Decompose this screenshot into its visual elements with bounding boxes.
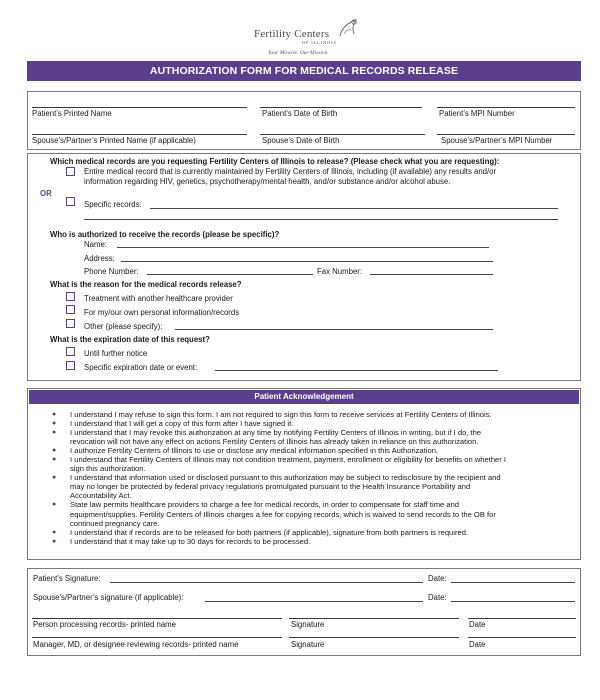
processor-name-label: Person processing records- printed name [33, 620, 177, 629]
bullet-icon: ● [52, 456, 57, 464]
bullet-icon: ● [52, 528, 57, 536]
date-label-1: Date: [428, 574, 447, 583]
reason-other-field[interactable] [175, 329, 493, 330]
logo [0, 8, 600, 58]
ack-item: ● I understand that information used or disclosed pursuant to this authorization may be subject to redisclosure by the recipient and [52, 473, 501, 483]
bullet-icon: ● [52, 447, 57, 455]
spouse-signature-date-field[interactable] [451, 601, 575, 602]
expiration-specific-checkbox[interactable] [66, 361, 75, 370]
logo-tagline: Your Miracle. Our Mission. [268, 50, 329, 56]
patient-dob-line[interactable] [260, 107, 422, 108]
date-label-2: Date: [428, 593, 447, 602]
specific-records-checkbox[interactable] [66, 197, 75, 206]
recipient-phone-label: Phone Number: [84, 267, 139, 276]
ack-item: ● I understand that I will get a copy of this form after I have signed it. [52, 419, 294, 429]
specific-records-line[interactable] [150, 208, 558, 209]
bullet-icon: ● [52, 429, 57, 437]
reason-other-checkbox[interactable] [66, 319, 75, 328]
ack-item: sign this authorization. [70, 464, 146, 474]
patient-signature-field[interactable] [110, 582, 423, 583]
recipient-name-label: Name: [84, 240, 107, 249]
recipient-fax-field[interactable] [370, 274, 493, 275]
stork-logo-icon [334, 16, 360, 42]
reason-question: What is the reason for the medical records release? [50, 280, 242, 289]
reason-other-label: Other (please specify): [84, 322, 163, 331]
bullet-icon: ● [52, 420, 57, 428]
spouse-mpi-label: Spouse’s/Partner’s MPI Number [441, 136, 553, 145]
acknowledgement-list [52, 410, 574, 546]
recipient-address-label: Address: [84, 254, 115, 263]
ack-item: may no longer be protected by federal privacy regulations promulgated pursuant to the Health Insurance Portability and [70, 482, 471, 492]
recipient-question: Who is authorized to receive the records (please be specific)? [50, 230, 280, 239]
bullet-icon: ● [52, 537, 57, 545]
spouse-mpi-line[interactable] [437, 134, 575, 135]
entire-record-text-1: Entire medical record that is currently maintained by Fertility Centers of Illinois, including (if available) any results and/or [84, 167, 497, 176]
processor-signature-label: Signature [291, 620, 325, 629]
bullet-icon: ● [52, 411, 57, 418]
reason-treatment-checkbox[interactable] [66, 292, 75, 301]
expiration-specific-label: Specific expiration date or event: [84, 363, 198, 372]
logo-subtitle: OF ILLINOIS [302, 40, 337, 45]
processor-signature-line[interactable] [289, 618, 459, 619]
expiration-specific-field[interactable] [215, 370, 498, 371]
records-question: Which medical records are you requesting Fertility Centers of Illinois to release? (Please check what you are requesting): [50, 157, 500, 166]
ack-item: ● I authorize Fertility Centers of Illinois to use or disclose any medical information specified in this Authorization. [52, 446, 439, 456]
ack-item: ● State law permits healthcare providers to charge a fee for medical records, in order to compensate for staff time and [52, 500, 460, 510]
spouse-name-label: Spouse’s/Partner’s Printed Name (if applicable) [32, 136, 196, 145]
patient-signature-label: Patient’s Signature: [33, 574, 101, 583]
bullet-icon: ● [52, 474, 57, 482]
spouse-dob-label: Spouse’s Date of Birth [262, 136, 340, 145]
patient-name-label: Patient’s Printed Name [32, 109, 112, 118]
ack-item: ● I understand that if records are to be released for both partners (if applicable), signature from both partners is required. [52, 527, 469, 537]
reason-personal-label: For my/our own personal information/records [84, 308, 240, 317]
reason-personal-checkbox[interactable] [66, 305, 75, 314]
spouse-name-line[interactable] [32, 134, 247, 135]
manager-date-label: Date [469, 640, 486, 649]
expiration-until-notice-label: Until further notice [84, 349, 148, 358]
ack-item: revocation will not have any effect on actions Fertility Centers of Illinois has already taken in reliance on this authorization. [70, 437, 479, 447]
entire-record-text-2: information regarding HIV, genetics, psychotherapy/mental health, and/or substance and/or alcohol abuse. [84, 177, 451, 186]
processor-date-line[interactable] [468, 618, 576, 619]
expiration-question: What is the expiration date of this request? [50, 335, 210, 344]
expiration-until-notice-checkbox[interactable] [66, 347, 75, 356]
ack-item: Accountability Act. [70, 491, 132, 501]
patient-name-line[interactable] [32, 107, 247, 108]
ack-item: ● I understand I may refuse to sign this form. I am not required to sign this form to receive services at Fertility Centers of Illinois. [52, 410, 492, 419]
recipient-name-field[interactable] [117, 247, 489, 248]
manager-signature-label: Signature [291, 640, 325, 649]
recipient-address-field[interactable] [121, 261, 493, 262]
manager-date-line[interactable] [468, 637, 576, 638]
ack-item: ● I understand that it may take up to 30 days for records to be processed. [52, 536, 311, 546]
acknowledgement-header: Patient Acknowledgement [29, 390, 579, 404]
specific-records-line-2[interactable] [84, 219, 558, 220]
spouse-dob-line[interactable] [260, 134, 425, 135]
recipient-phone-field[interactable] [147, 274, 313, 275]
processor-date-label: Date [469, 620, 486, 629]
ack-item: ● I understand that Fertility Centers of Illinois may not condition treatment, payment, enrollment or eligibility for benefits on whether I [52, 455, 507, 465]
manager-name-label: Manager, MD, or designee reviewing records- printed name [33, 640, 239, 649]
reason-treatment-label: Treatment with another healthcare provider [84, 294, 233, 303]
patient-mpi-label: Patient’s MPI Number [439, 109, 515, 118]
patient-mpi-line[interactable] [437, 107, 575, 108]
spouse-signature-field[interactable] [205, 601, 423, 602]
ack-item: equipment/supplies. Fertility Centers of Illinois charges a fee for copying records, which is waived to send records to the OB for [70, 509, 496, 519]
entire-record-checkbox[interactable] [66, 167, 75, 176]
spouse-signature-label: Spouse’s/Partner’s signature (if applicable): [33, 593, 184, 602]
processor-name-line[interactable] [32, 618, 282, 619]
bullet-icon: ● [52, 501, 57, 509]
specific-records-label: Specific records: [84, 200, 142, 209]
or-label: OR [40, 189, 52, 198]
ack-item: ● I understand that I may revoke this authorization at any time by notifying Fertility Centers of Illinois in writing, but if I do, the [52, 428, 482, 438]
form-title: AUTHORIZATION FORM FOR MEDICAL RECORDS RELEASE [27, 61, 581, 81]
manager-signature-line[interactable] [289, 637, 459, 638]
manager-name-line[interactable] [32, 637, 282, 638]
patient-signature-date-field[interactable] [451, 582, 575, 583]
recipient-fax-label: Fax Number: [317, 267, 363, 276]
logo-name: Fertility Centers [254, 28, 330, 40]
ack-item: continued pregnancy care. [70, 518, 160, 528]
patient-dob-label: Patient’s Date of Birth [262, 109, 338, 118]
